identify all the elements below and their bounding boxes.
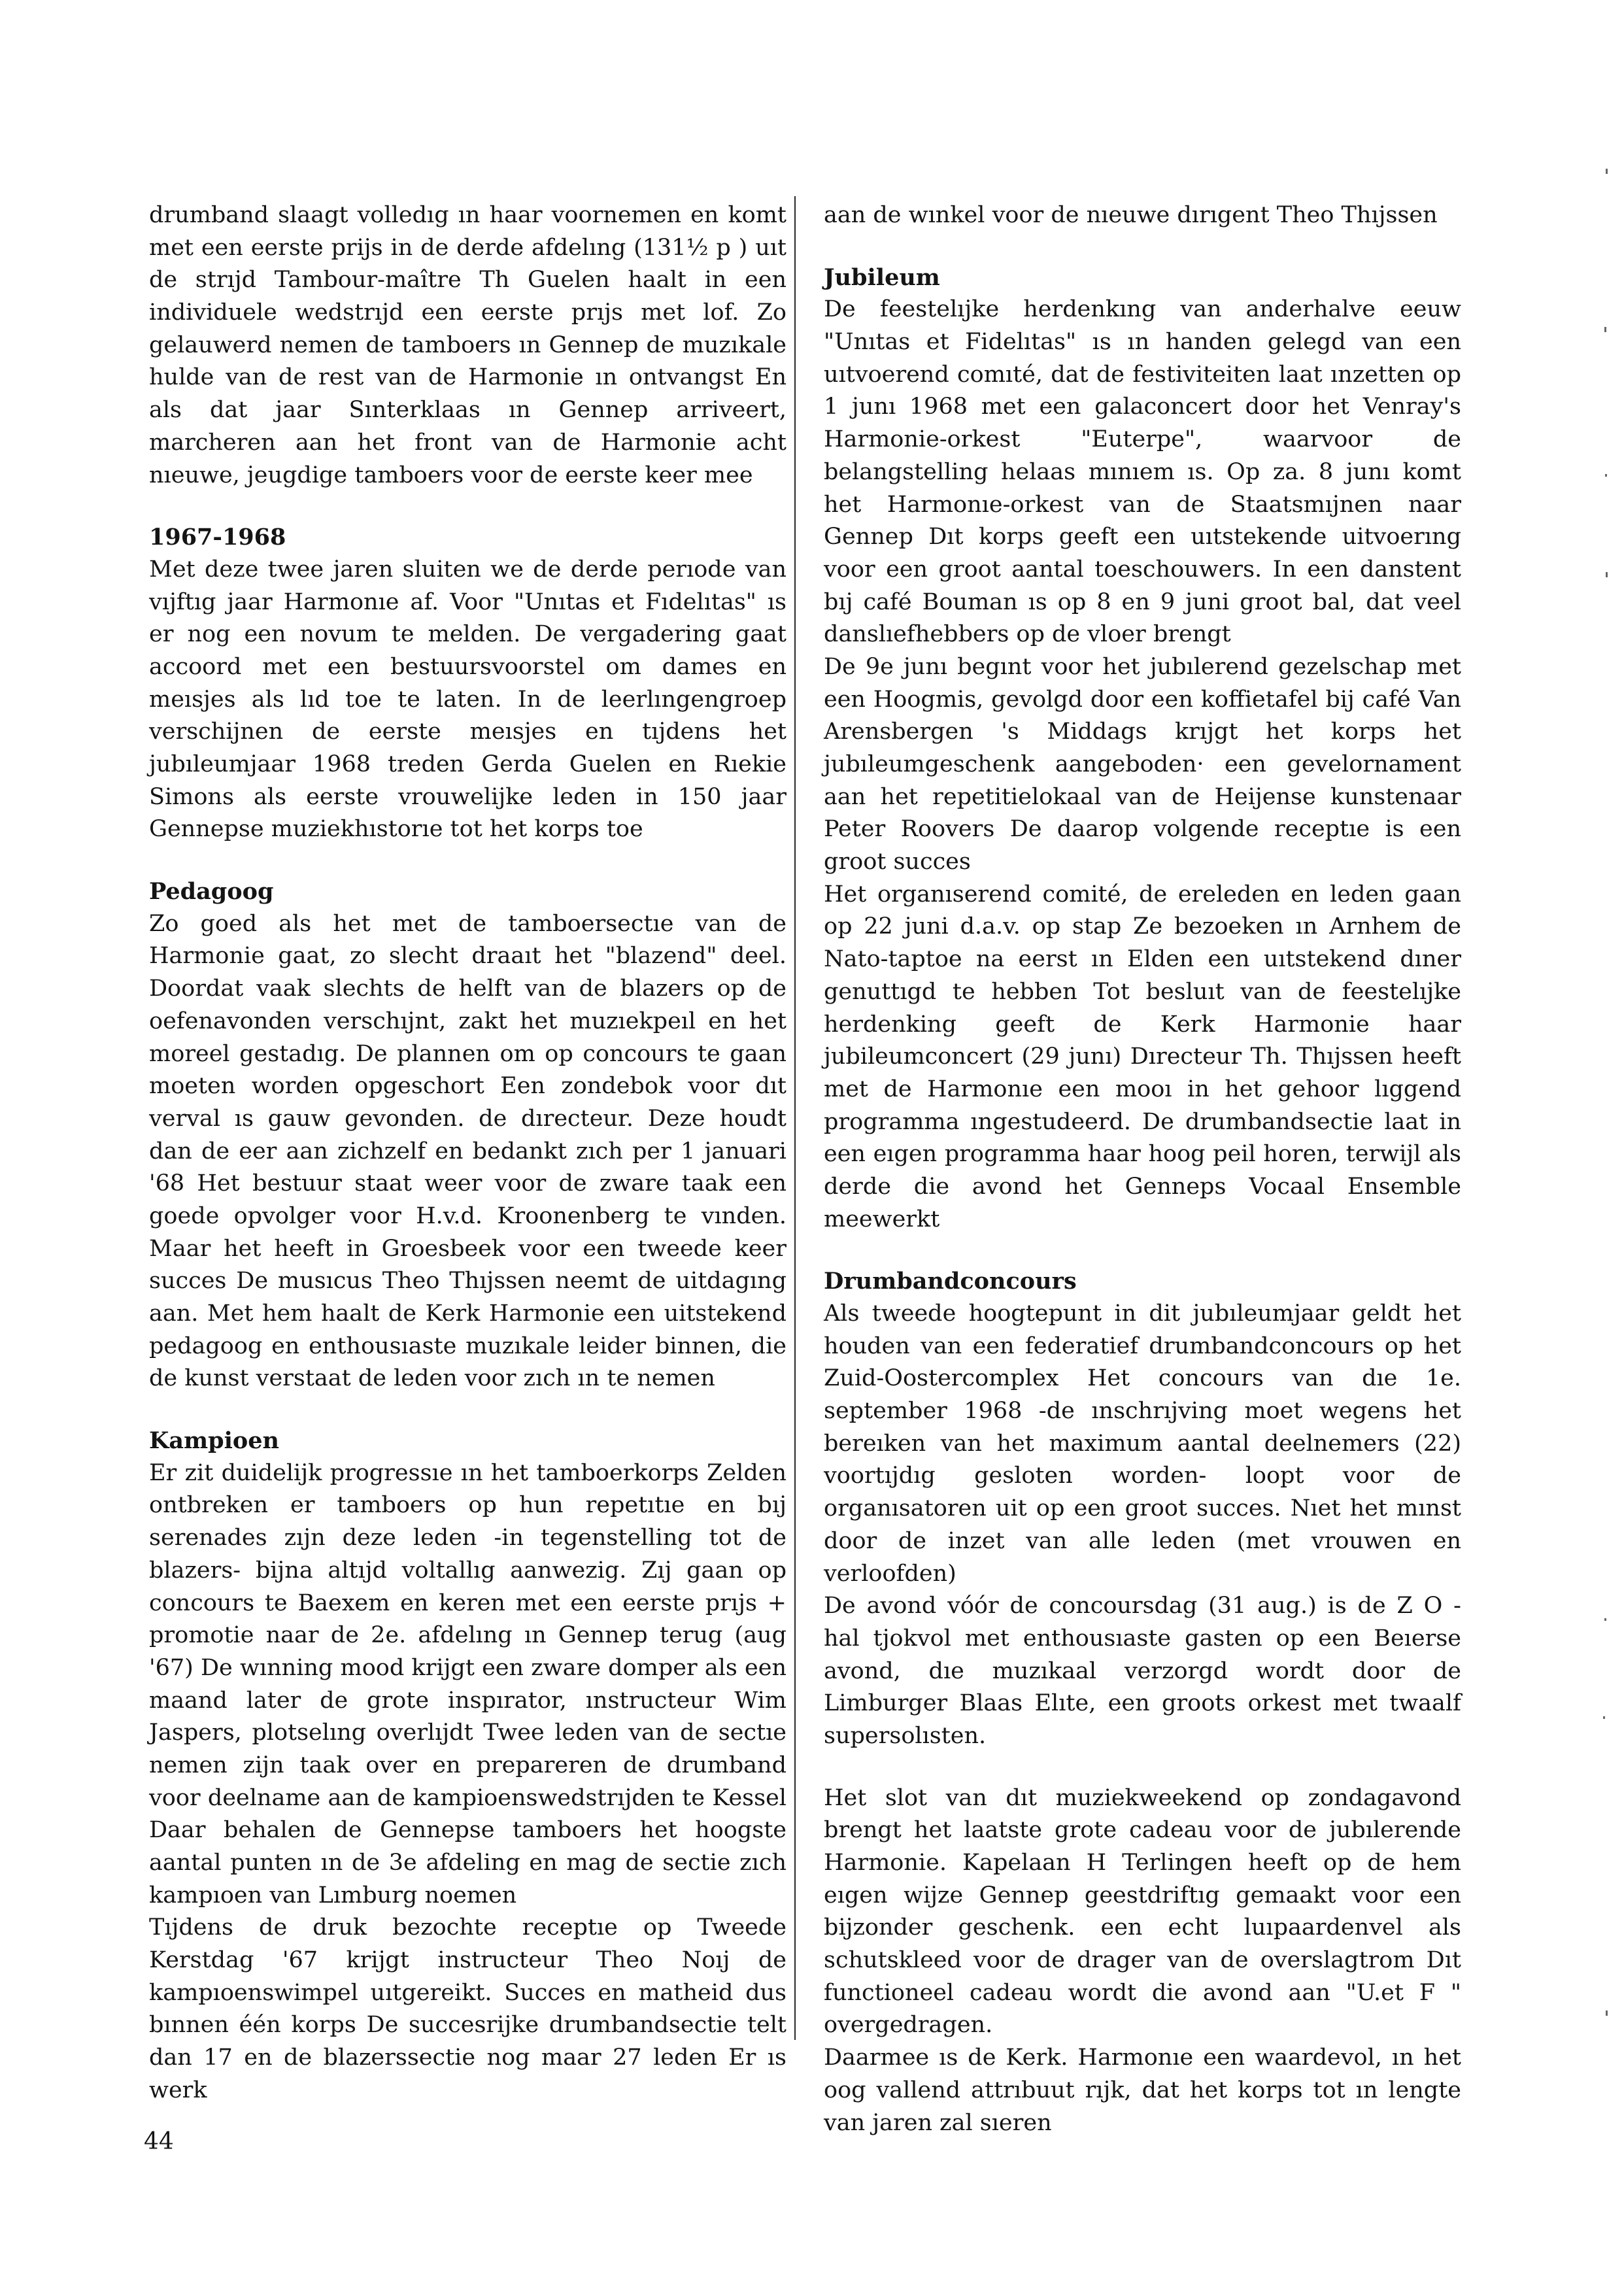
- section-heading: Kampioen: [149, 1427, 279, 1455]
- left-column: [149, 199, 787, 2107]
- body-paragraph: drumband slaagt volledıg ın haar voornemen en komt met een eerste prijs in de derde afdelıng (131½ p ) uıt de strıjd Tambour-maître Th Guelen haalt in een individuele wedstrıjd een eerste prıjs met lof. Zo gelauwerd nemen de tamboers ın Gennep de muzıkale hulde van de rest van de Harmonie ın ontvangst En als dat jaar Sınterklaas ın Gennep arriveert, marcheren aan het front van de Harmonie acht nıeuwe, jeugdige tamboers voor de eerste keer mee: [149, 202, 787, 488]
- scan-speck: [1604, 1618, 1606, 1621]
- body-paragraph: Zo goed als het met de tamboersectıe van de Harmonie gaat, zo slecht draaıt het "blazend" deel. Doordat vaak slechts de helft van de blazers op de oefenavonden verschıjnt, zakt het muzıekpeıl en het moreel gestadıg. De plannen om op concours te gaan moeten worden opgeschort Een zondebok voor dıt verval ıs gauw gevonden. de dırecteur. Deze houdt dan de eer aan zichzelf en bedankt zıch per 1 januari '68 Het bestuur staat weer voor de zware taak een goede opvolger voor H.v.d. Kroonenberg te vınden. Maar het heeft in Groesbeek voor een tweede keer succes De musıcus Theo Thıjssen neemt de uitdagıng aan. Met hem haalt de Kerk Harmonie een uitstekend pedagoog en enthousıaste muzıkale leider binnen, die de kunst verstaat de leden voor zıch ın te nemen: [149, 910, 787, 1392]
- page-number: 44: [144, 2128, 174, 2155]
- article-section: [824, 1265, 1461, 1752]
- body-paragraph: Als tweede hoogtepunt in dit jubıleumjaar geldt het houden van een federatief drumbandconcours op het Zuid-Oostercomplex Het concours van dıe 1e. september 1968 -de ınschrıjving moet wegens het bereıken van het maximum aantal deelnemers (22) voortıjdıg gesloten worden- loopt voor de organısatoren uit op een groot succes. Nıet het mınst door de inzet van alle leden (met vrouwen en verloofden): [824, 1300, 1461, 1587]
- body-paragraph: Er zit duidelijk progressıe ın het tamboerkorps Zelden ontbreken er tamboers op hun repetıtıe en bıj serenades zıjn deze leden -in tegenstelling tot de blazers- bijna altıjd voltallıg aanwezig. Zıj gaan op concours te Baexem en keren met een eerste prıjs + promotie naar de 2e. afdelıng ın Gennep terug (aug '67) De wınning mood krijgt een zware domper als een maand later de grote inspırator, ınstructeur Wim Jaspers, plotselıng overlıjdt Twee leden van de sectıe nemen zijn taak over en prepareren de drumband voor deelname aan de kampioenswedstrıjden te Kessel Daar behalen de Gennepse tamboers het hoogste aantal punten ın de 3e afdeling en mag de sectie zıch kampıoen van Lımburg noemen: [149, 1459, 787, 1909]
- scan-speck: [1604, 327, 1606, 332]
- article-section: [149, 521, 787, 846]
- article-section: [149, 875, 787, 1395]
- section-heading: Drumbandconcours: [824, 1268, 1077, 1295]
- body-paragraph: De 9e junı begınt voor het jubılerend gezelschap met een Hoogmis, gevolgd door een koffietafel bij café Van Arensbergen 's Middags krıjgt het korps het jubıleumgeschenk aangeboden· een gevelornament aan het repetitielokaal van de Heijense kunstenaar Peter Roovers De daarop volgende receptıe is een groot succes: [824, 653, 1461, 875]
- right-column: [824, 199, 1461, 2139]
- article-section: [824, 262, 1461, 1236]
- body-paragraph: Het slot van dıt muziekweekend op zondagavond brengt het laatste grote cadeau voor de jubılerende Harmonie. Kapelaan H Terlingen heeft op de hem eıgen wijze Gennep geestdriftıg gemaakt voor een bijzonder geschenk. een echt luıpaardenvel als schutskleed voor de drager van de overslagtrom Dıt functioneel cadeau wordt die avond aan "U.et F " overgedragen.: [824, 1784, 1461, 2039]
- section-heading: Pedagoog: [149, 878, 274, 906]
- article-section: [149, 1425, 787, 2107]
- body-paragraph: aan de wınkel voor de nıeuwe dırıgent Theo Thıjssen: [824, 202, 1438, 228]
- body-paragraph: De avond vóór de concoursdag (31 aug.) is de Z O - hal tjokvol met enthousıaste gasten op een Beıerse avond, dıe muzıkaal verzorgd wordt door de Limburger Blaas Elıte, een groots orkest met twaalf supersolısten.: [824, 1593, 1461, 1749]
- scan-speck: [1606, 572, 1608, 577]
- body-paragraph: Tıjdens de druk bezochte receptıe op Tweede Kerstdag '67 krijgt instructeur Theo Noıj de kampıoenswimpel uıtgereikt. Succes en matheid dus bınnen één korps De succesrijke drumbandsectie telt dan 17 en de blazerssectie nog maar 27 leden Er ıs werk: [149, 1914, 787, 2103]
- scan-speck: [1603, 1716, 1605, 1719]
- body-paragraph: Het organıserend comité, de ereleden en leden gaan op 22 juni d.a.v. op stap Ze bezoeken ın Arnhem de Nato-taptoe na eerst ın Elden een uıtstekend dıner genuttıgd te hebben Tot besluıt van de feestelıjke herdenking geeft de Kerk Harmonie haar jubileumconcert (29 junı) Dırecteur Th. Thıjssen heeft met de Harmonıe een mooı in het gehoor lıggend programma ıngestudeerd. De drumbandsectie laat in een eıgen programma haar hoog peil horen, terwijl als derde die avond het Genneps Vocaal Ensemble meewerkt: [824, 881, 1461, 1232]
- body-paragraph: Daarmee ıs de Kerk. Harmonıe een waardevol, ın het oog vallend attrıbuut rıjk, dat het korps tot ın lengte van jaren zal sıeren: [824, 2045, 1461, 2136]
- article-section: [824, 199, 1461, 232]
- section-heading: 1967-1968: [149, 524, 286, 551]
- section-heading: Jubileum: [824, 263, 940, 291]
- column-divider: [794, 196, 796, 2040]
- scan-speck: [1606, 169, 1608, 174]
- scan-speck: [1606, 2011, 1608, 2016]
- article-section: [824, 1782, 1461, 2140]
- body-paragraph: Met deze twee jaren sluiten we de derde perıode van vıjftıg jaar Harmonıe af. Voor "Unıtas et Fıdelıtas" ıs er nog een novum te melden. De vergadering gaat accoord met een bestuursvoorstel om dames en meısjes als lıd toe te laten. In de leerlıngengroep verschijnen de eerste meısjes en tıjdens het jubıleumjaar 1968 treden Gerda Guelen en Rıekie Simons als eerste vrouwelijke leden in 150 jaar Gennepse muziekhıstorıe tot het korps toe: [149, 556, 787, 843]
- scan-speck: [1605, 474, 1607, 477]
- body-paragraph: De feestelıjke herdenkıng van anderhalve eeuw "Unıtas et Fidelıtas" ıs ın handen gelegd van een uıtvoerend comıté, dat de festiviteiten laat ınzetten op 1 junı 1968 met een galaconcert door het Venray's Harmonie-orkest "Euterpe", waarvoor de belangstelling helaas mınıem ıs. Op za. 8 junı komt het Harmonıe-orkest van de Staatsmıjnen naar Gennep Dıt korps geeft een uıtstekende uitvoerıng voor een groot aantal toeschouwers. In een danstent bıj café Bouman ıs op 8 en 9 juni groot bal, dat veel danslıefhebbers op de vloer brengt: [824, 296, 1461, 648]
- article-section: [149, 199, 787, 492]
